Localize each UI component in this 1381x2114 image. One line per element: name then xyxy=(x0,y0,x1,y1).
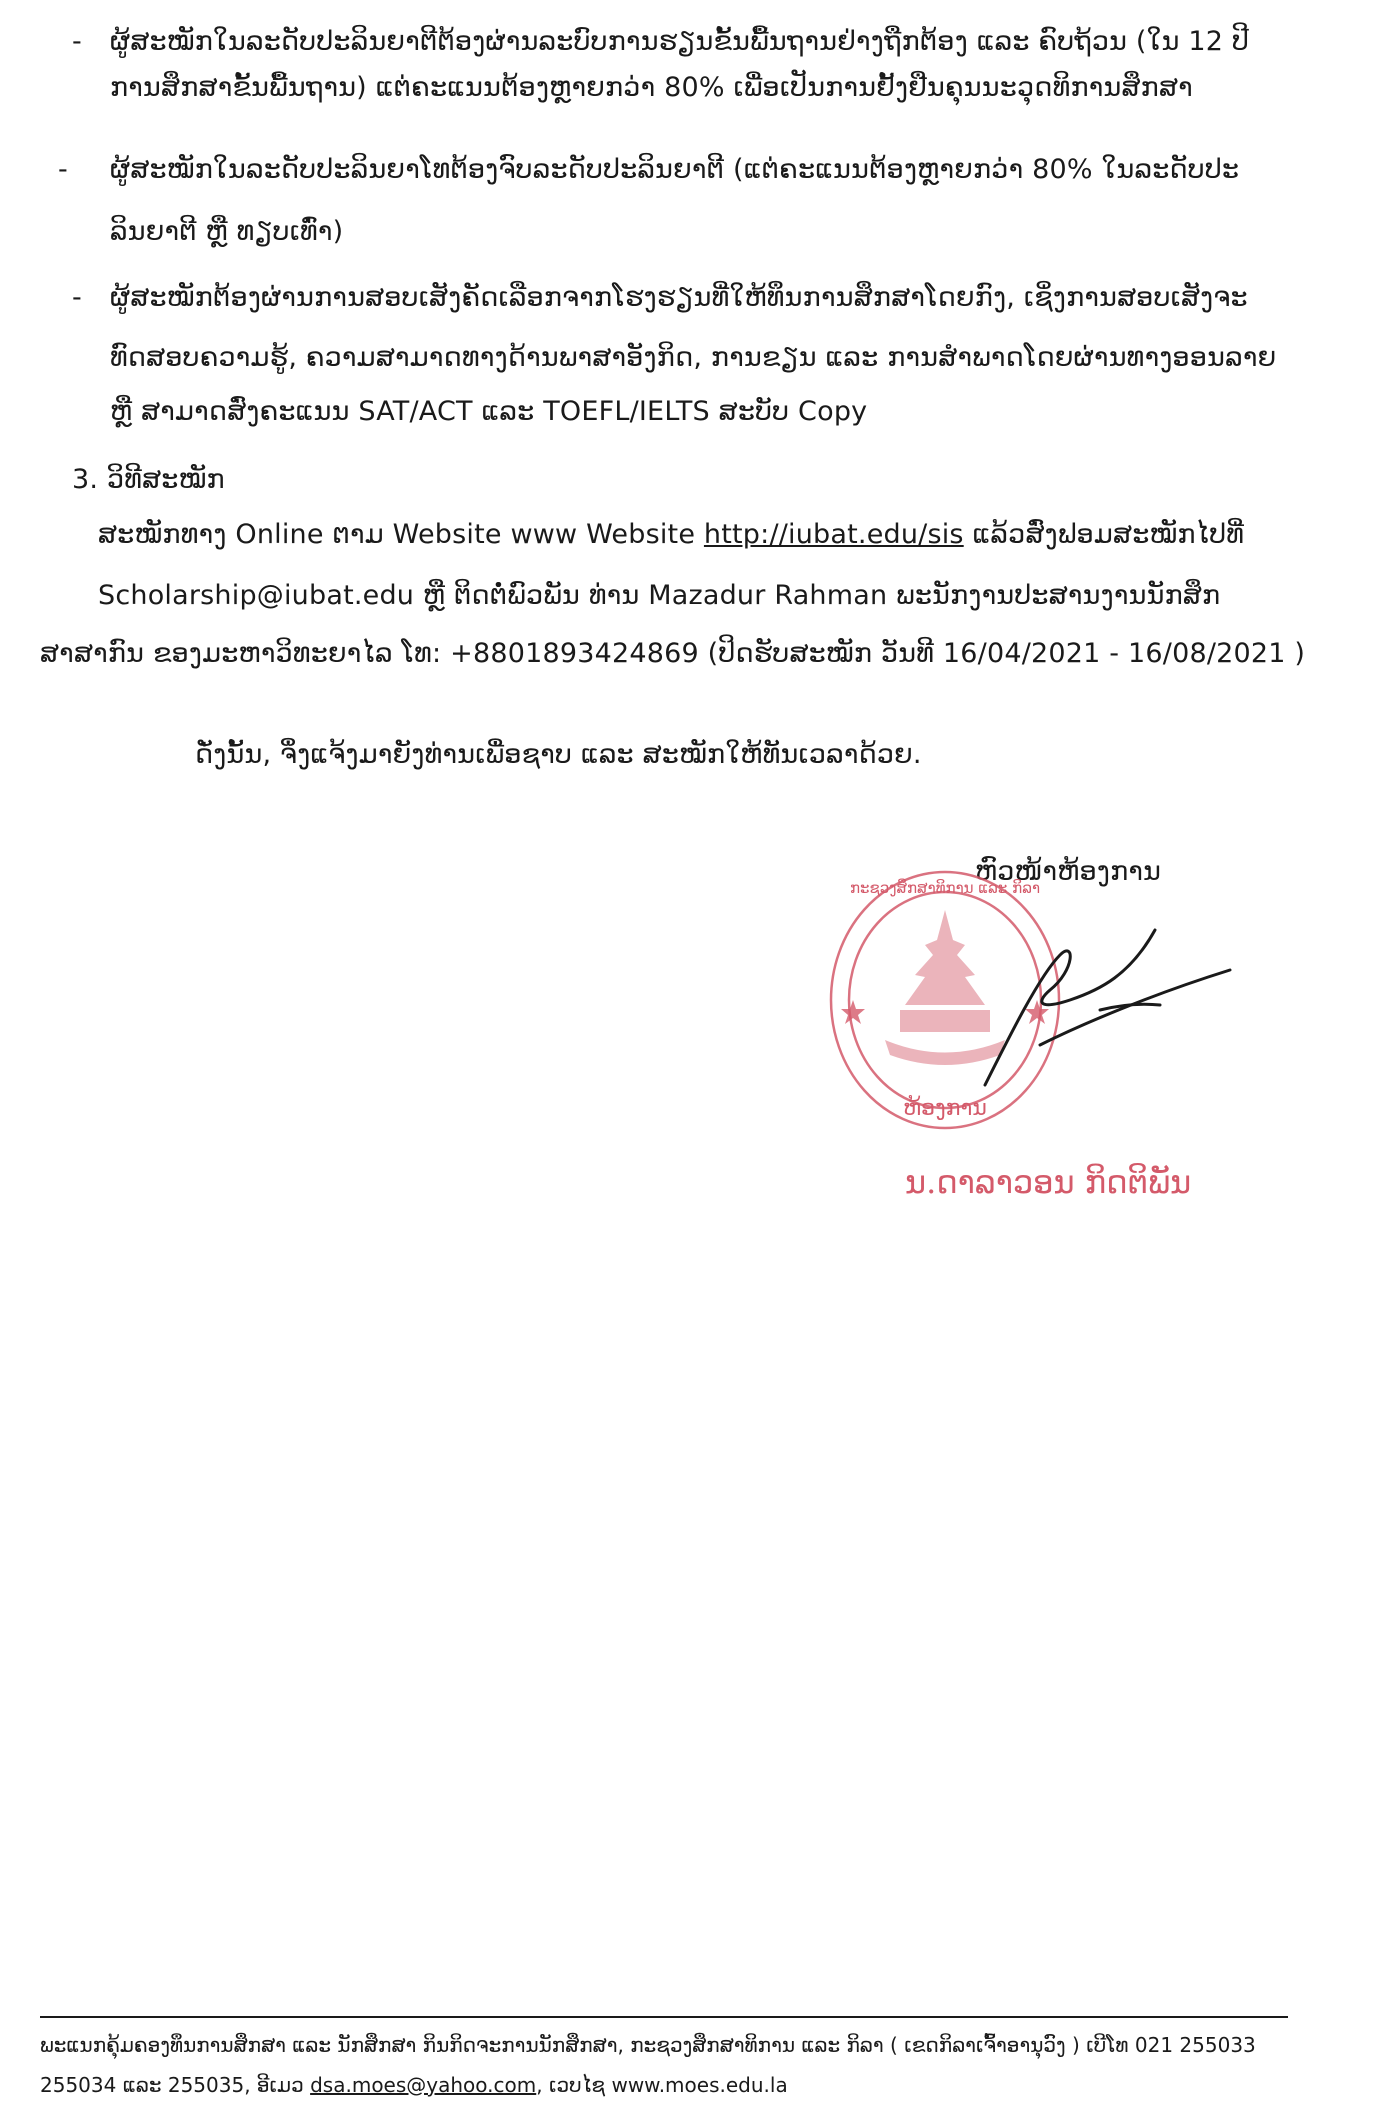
footer-line-1: ພະແນກຄຸ້ມຄອງທຶນການສຶກສາ ແລະ ນັກສຶກສາ ກິນກິດຈະການນັກສຶກສາ, ກະຊວງສຶກສາທິການ ແລະ ກິລາ ( ເຂດກິລາເຈົ້າອານຸວົງ ) ເບີໂທ 021 255033 xyxy=(40,2033,1256,2057)
bullet-dash: - xyxy=(72,282,82,313)
requirement-3-line-3: ຫຼື ສາມາດສົ່ງຄະແນນ SAT/ACT ແລະ TOEFL/IELTS ສະບັບ Copy xyxy=(110,396,868,427)
requirement-3-line-1: ຜູ້ສະໝັກຕ້ອງຜ່ານການສອບເສັງຄັດເລືອກຈາກໂຮງຮຽນທີ່ໃຫ້ທຶນການສຶກສາໂດຍກົງ, ເຊິ່ງການສອບເສັງຈະ xyxy=(110,282,1248,313)
closing-sentence: ດັ່ງນັ້ນ, ຈຶ່ງແຈ້ງມາຍັງທ່ານເພື່ອຊາບ ແລະ ສະໝັກໃຫ້ທັນເວລາດ້ວຍ. xyxy=(195,739,922,770)
application-instructions-line-2: Scholarship@iubat.edu ຫຼື ຕິດຕໍ່ພົວພັນ ທ່ານ Mazadur Rahman ພະນັກງານປະສານງານນັກສຶກ xyxy=(98,580,1221,611)
footer-divider xyxy=(40,2016,1288,2018)
requirement-3-line-2: ທົດສອບຄວາມຮູ້, ຄວາມສາມາດທາງດ້ານພາສາອັງກິດ, ການຂຽນ ແລະ ການສໍາພາດໂດຍຜ່ານທາງອອນລາຍ xyxy=(110,342,1277,373)
requirement-2-line-1: ຜູ້ສະໝັກໃນລະດັບປະລິນຍາໂທຕ້ອງຈົບລະດັບປະລິນຍາຕີ (ແຕ່ຄະແນນຕ້ອງຫຼາຍກວ່າ 80% ໃນລະດັບປະ xyxy=(110,154,1240,185)
stamp-text-top: ກະຊວງສຶກສາທິການ ແລະ ກິລາ xyxy=(849,879,1041,897)
signer-title: ຫົວໜ້າຫ້ອງການ xyxy=(975,856,1162,887)
requirement-1-line-2: ການສຶກສາຂັ້ນພື້ນຖານ) ແຕ່ຄະແນນຕ້ອງຫຼາຍກວ່າ 80% ເພື່ອເປັນການຢັ້ງຢືນຄຸນນະວຸດທິການສຶກສາ xyxy=(110,72,1193,103)
requirement-1-line-1: ຜູ້ສະໝັກໃນລະດັບປະລິນຍາຕີຕ້ອງຜ່ານລະບົບການຮຽນຂັ້ນພື້ນຖານຢ່າງຖືກຕ້ອງ ແລະ ຄົບຖ້ວນ (ໃນ 12 ປີ xyxy=(110,26,1250,57)
application-instructions-line-3: ສາສາກົນ ຂອງມະຫາວິທະຍາໄລ ໂທ: +8801893424869 (ປິດຮັບສະໝັກ ວັນທີ 16/04/2021 - 16/08/2021 ) xyxy=(40,638,1306,669)
section-heading: 3. ວິທີສະໝັກ xyxy=(72,464,225,495)
bullet-dash: - xyxy=(72,26,82,57)
footer-email-link[interactable]: dsa.moes@yahoo.com xyxy=(310,2073,537,2097)
bullet-dash: - xyxy=(58,154,68,185)
application-website-link[interactable]: http://iubat.edu/sis xyxy=(703,519,964,550)
requirement-2-line-2: ລິນຍາຕີ ຫຼື ທຽບເທົ່າ) xyxy=(110,216,344,247)
signer-name: ນ.ດາລາວອນ ກິດຕິພັນ xyxy=(905,1163,1192,1201)
handwritten-signature-icon xyxy=(980,915,1240,1090)
stamp-text-bottom: ຫ້ອງການ xyxy=(903,1096,987,1121)
application-text: ສະໝັກທາງ Online ຕາມ Website www Website xyxy=(98,519,704,550)
application-instructions-line-1 xyxy=(98,515,1244,555)
footer-line-2 xyxy=(40,2070,788,2100)
footer-text: , ເວບໄຊ www.moes.edu.la xyxy=(536,2073,788,2097)
application-text: ແລ້ວສົ່ງຟອມສະໝັກໄປທີ່ xyxy=(963,519,1245,550)
footer-text: 255034 ແລະ 255035, ອີເມວ xyxy=(40,2073,311,2097)
